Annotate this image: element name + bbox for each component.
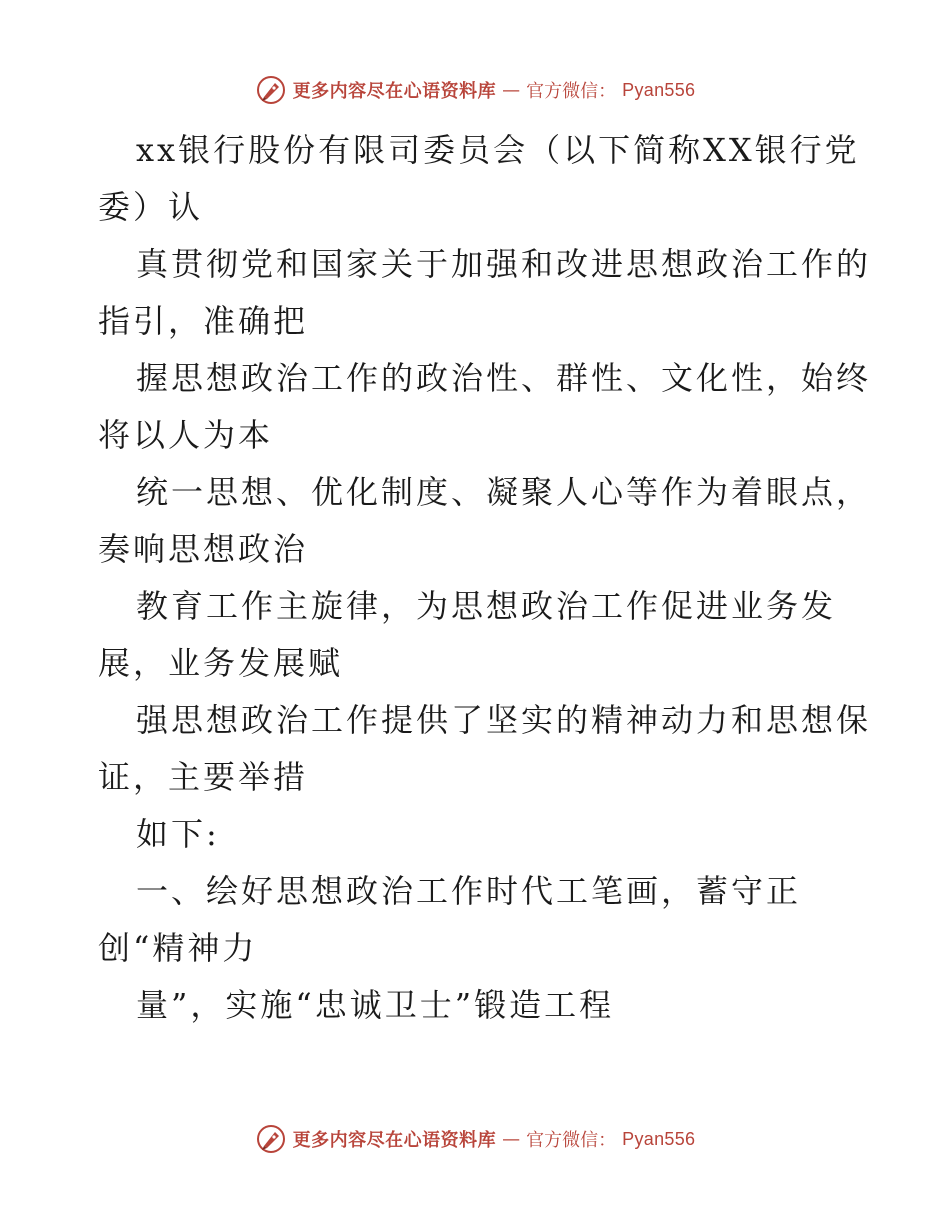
text-line: 将以人为本 [98, 416, 274, 454]
text-line: 强思想政治工作提供了坚实的精神动力和思想保 [136, 701, 872, 739]
header-watermark [0, 74, 950, 106]
watermark-account: Pyan556 [622, 1128, 696, 1149]
watermark-dash: — [502, 79, 521, 101]
text-line: 创“精神力 [98, 929, 258, 967]
text-line: 委）认 [98, 188, 204, 226]
text-line: 真贯彻党和国家关于加强和改进思想政治工作的 [136, 245, 872, 283]
watermark-dash: — [502, 1128, 521, 1150]
watermark-brand: 更多内容尽在心语资料库 [292, 1130, 497, 1151]
text-line: 教育工作主旋律，为思想政治工作促进业务发 [136, 587, 837, 625]
text-line: 统一思想、优化制度、凝聚人心等作为着眼点， [136, 473, 872, 511]
text-line: 握思想政治工作的政治性、群性、文化性，始终 [136, 359, 872, 397]
text-line: 如下: [136, 815, 220, 853]
watermark-wechat-label: 官方微信： [526, 1130, 617, 1151]
text-line: xx银行股份有限司委员会（以下简称XX银行党 [136, 131, 860, 169]
text-line: 展，业务发展赋 [98, 644, 344, 682]
watermark-account: Pyan556 [622, 79, 696, 100]
footer-watermark [0, 1123, 950, 1155]
watermark-brand: 更多内容尽在心语资料库 [292, 81, 497, 102]
text-line: 量”，实施“忠诚卫士”锻造工程 [136, 986, 615, 1024]
pen-nib-logo-icon [255, 74, 287, 106]
text-line: 一、绘好思想政治工作时代工笔画，蓄守正 [136, 872, 802, 910]
watermark-wechat-label: 官方微信： [526, 81, 617, 102]
pen-nib-logo-icon [255, 1123, 287, 1155]
text-line: 奏响思想政治 [98, 530, 309, 568]
document-body [98, 122, 872, 1034]
text-line: 证，主要举措 [98, 758, 309, 796]
text-line: 指引，准确把 [98, 302, 309, 340]
